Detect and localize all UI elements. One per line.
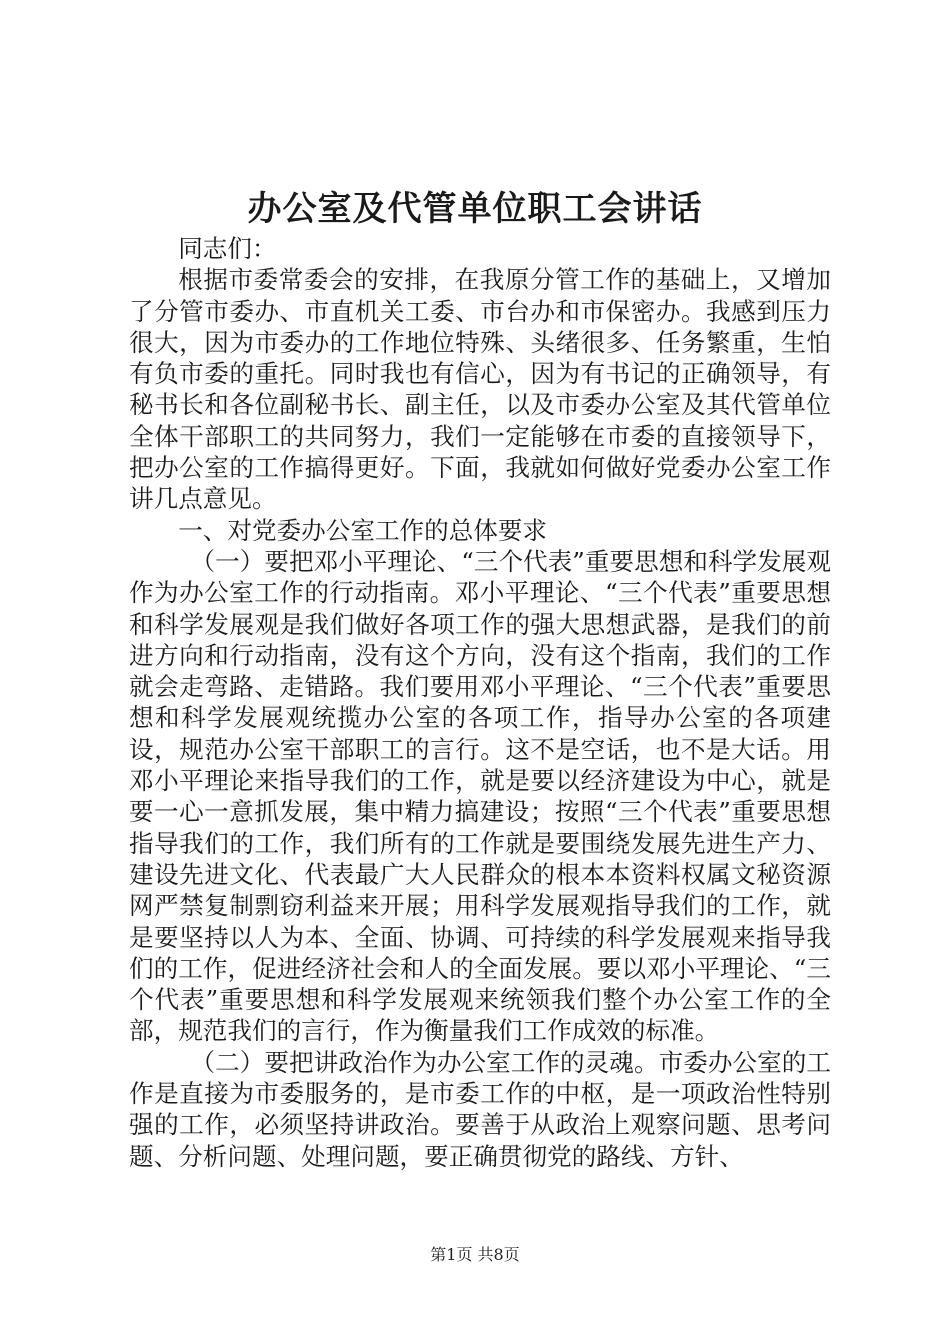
page-number: 第1页 共8页 <box>430 1245 520 1264</box>
paragraph-point-2: （二）要把讲政治作为办公室工作的灵魂。市委办公室的工作是直接为市委服务的，是市委工作的中枢，是一项政治性特别强的工作，必须坚持讲政治。要善于从政治上观察问题、思考问题、分析问题、处理问题，要正确贯彻党的路线、方针、 <box>129 1047 831 1171</box>
paragraph-intro: 根据市委常委会的安排，在我原分管工作的基础上，又增加了分管市委办、市直机关工委、市台办和市保密办。我感到压力很大，因为市委办的工作地位特殊、头绪很多、任务繁重，生怕有负市委的重托。同时我也有信心，因为有书记的正确领导，有秘书长和各位副秘书长、副主任，以及市委办公室及其代管单位全体干部职工的共同努力，我们一定能够在市委的直接领导下，把办公室的工作搞得更好。下面，我就如何做好党委办公室工作讲几点意见。 <box>129 265 831 514</box>
paragraph-point-1: （一）要把邓小平理论、“三个代表”重要思想和科学发展观作为办公室工作的行动指南。邓小平理论、“三个代表”重要思想和科学发展观是我们做好各项工作的强大思想武器，是我们的前进方向和行动指南，没有这个方向，没有这个指南，我们的工作就会走弯路、走错路。我们要用邓小平理论、“三个代表”重要思想和科学发展观统揽办公室的各项工作，指导办公室的各项建设，规范办公室干部职工的言行。这不是空话，也不是大话。用邓小平理论来指导我们的工作，就是要以经济建设为中心，就是要一心一意抓发展，集中精力搞建设；按照“三个代表”重要思想指导我们的工作，我们所有的工作就是要围绕发展先进生产力、建设先进文化、代表最广大人民群众的根本本资料权属文秘资源网严禁复制剽窃利益来开展；用科学发展观指导我们的工作，就是要坚持以人为本、全面、协调、可持续的科学发展观来指导我们的工作，促进经济社会和人的全面发展。要以邓小平理论、“三个代表”重要思想和科学发展观来统领我们整个办公室工作的全部，规范我们的言行，作为衡量我们工作成效的标准。 <box>129 546 831 1046</box>
document-body <box>129 233 831 1172</box>
document-title: 办公室及代管单位职工会讲话 <box>247 189 703 229</box>
section-heading-1: 一、对党委办公室工作的总体要求 <box>178 515 548 545</box>
salutation: 同志们： <box>178 234 277 263</box>
